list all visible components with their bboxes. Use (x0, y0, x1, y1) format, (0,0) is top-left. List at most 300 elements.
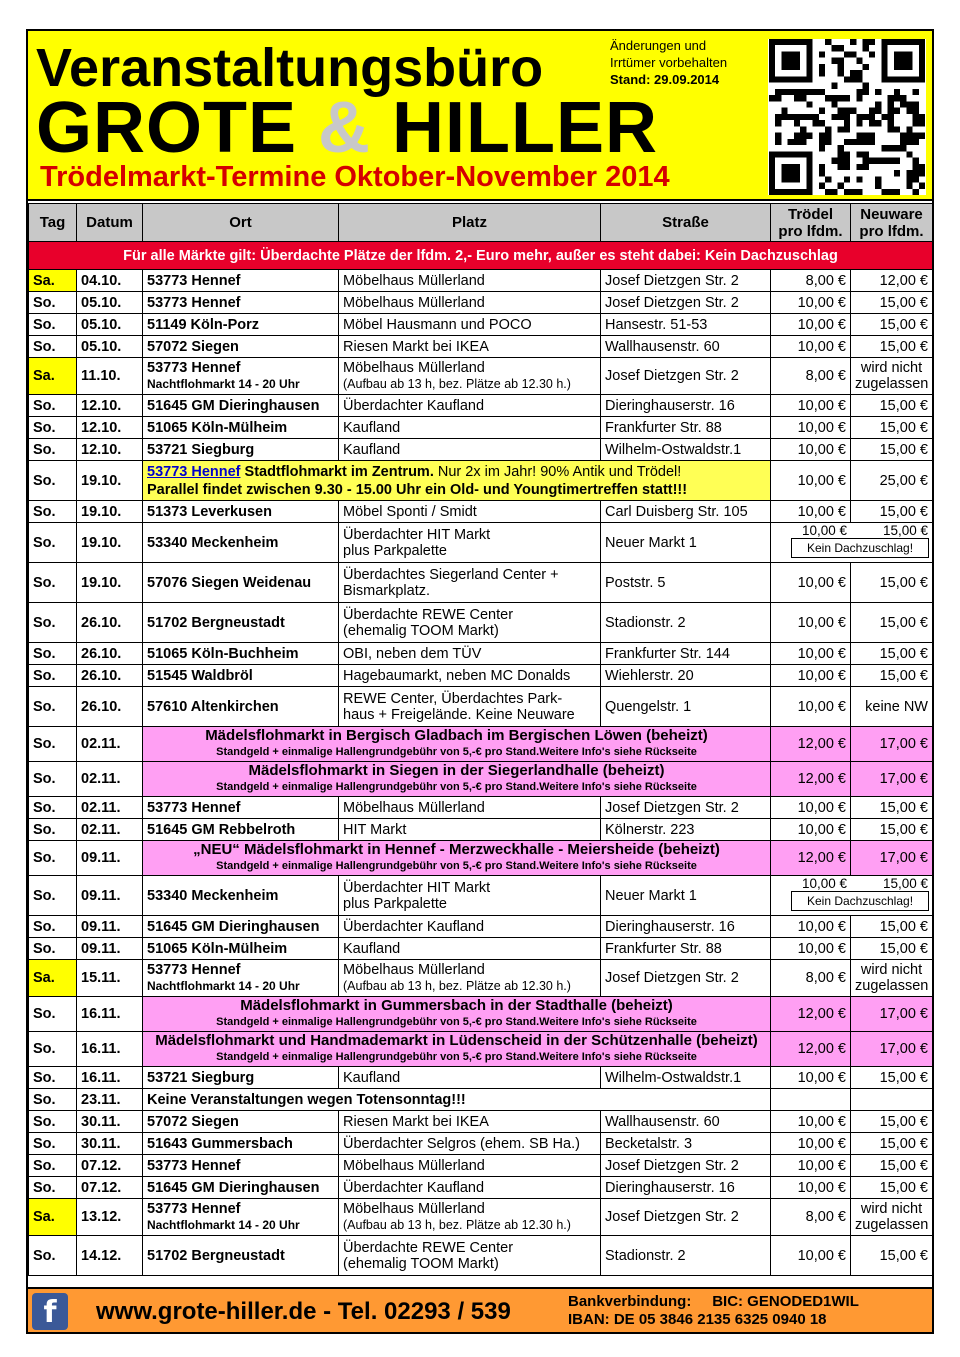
cell-datum: 02.11. (77, 819, 143, 841)
table-row (29, 1155, 933, 1177)
table-row (29, 819, 933, 841)
cell-tag: So. (29, 1089, 77, 1111)
cell-neuware: 15,00 € (851, 1111, 933, 1133)
table-row (29, 523, 933, 563)
cell-ort: 51373 Leverkusen (143, 501, 339, 523)
table-row (29, 461, 933, 501)
cell-platz (339, 603, 601, 643)
cell-neuware: 17,00 € (851, 1032, 933, 1067)
cell-troedel: 8,00 € (771, 270, 851, 292)
name-ampersand: & (318, 88, 372, 168)
cell-datum: 07.12. (77, 1177, 143, 1199)
cell-datum: 02.11. (77, 762, 143, 797)
header (28, 31, 932, 201)
cell-datum: 04.10. (77, 270, 143, 292)
cell-neuware: 15,00 € (851, 292, 933, 314)
cell-troedel (851, 1089, 933, 1111)
cell-platz: Überdachter Selgros (ehem. SB Ha.) (339, 1133, 601, 1155)
cell-troedel: 10,00 € (771, 1155, 851, 1177)
platz-line-2: plus Parkpalette (343, 542, 447, 559)
cell-tag: So. (29, 439, 77, 461)
cell-neuware: 15,00 € (851, 938, 933, 960)
qr-code-icon[interactable] (768, 39, 926, 195)
iban: IBAN: DE 05 3846 2135 6325 0940 18 (568, 1311, 827, 1328)
cell-platz (339, 358, 601, 395)
cell-datum: 12.10. (77, 417, 143, 439)
cell-platz: Möbelhaus Müllerland (339, 1155, 601, 1177)
cell-tag: So. (29, 292, 77, 314)
cell-tag: So. (29, 938, 77, 960)
cell-notice: Keine Veranstaltungen wegen Totensonntag!!! (143, 1089, 771, 1111)
event-sub: Standgeld + einmalige Hallengrundgebühr von 5,-€ pro Stand.Weitere Info's siehe Rückseite (216, 860, 697, 872)
platz-line-2: plus Parkpalette (343, 895, 447, 912)
cell-datum: 12.10. (77, 439, 143, 461)
ort-name: 53773 Hennef (147, 962, 241, 978)
hennef-link[interactable]: 53773 Hennef (147, 463, 241, 480)
cell-troedel: 10,00 € (771, 1111, 851, 1133)
cell-tag: So. (29, 1111, 77, 1133)
company-name (36, 87, 658, 169)
cell-ort: 51643 Gummersbach (143, 1133, 339, 1155)
company-line: Veranstaltungsbüro (36, 38, 544, 98)
cell-tag: So. (29, 665, 77, 687)
table-header (29, 204, 933, 242)
cell-strasse: Josef Dietzgen Str. 2 (601, 1199, 771, 1236)
cell-neuware: 15,00 € (851, 603, 933, 643)
ort-sub: Nachtflohmarkt 14 - 20 Uhr (147, 979, 300, 993)
cell-strasse: Frankfurter Str. 144 (601, 643, 771, 665)
table-row (29, 727, 933, 762)
cell-neuware: 25,00 € (851, 461, 933, 501)
name-hiller: HILLER (392, 88, 659, 168)
cell-tag: So. (29, 314, 77, 336)
event-sub: Standgeld + einmalige Hallengrundgebühr von 5,-€ pro Stand.Weitere Info's siehe Rückseite (216, 781, 697, 793)
cell-tag: So. (29, 762, 77, 797)
cell-tag: So. (29, 819, 77, 841)
cell-strasse: Frankfurter Str. 88 (601, 938, 771, 960)
cell-platz (339, 523, 601, 563)
cell-neuware (851, 1199, 933, 1236)
cell-neuware: 15,00 € (851, 1177, 933, 1199)
cell-troedel: 10,00 € (771, 1133, 851, 1155)
cell-datum: 26.10. (77, 665, 143, 687)
cell-tag: So. (29, 395, 77, 417)
cell-neuware: 15,00 € (851, 395, 933, 417)
cell-tag: So. (29, 841, 77, 876)
cell-neuware: 15,00 € (851, 1236, 933, 1276)
bank-label: Bankverbindung: (568, 1293, 692, 1310)
cell-troedel: 12,00 € (771, 841, 851, 876)
footer (28, 1287, 932, 1332)
cell-ort (143, 358, 339, 395)
no-roof-surcharge-badge: Kein Dachzuschlag! (791, 538, 929, 558)
cell-ort: 51645 GM Dieringhausen (143, 395, 339, 417)
cell-tag: So. (29, 916, 77, 938)
cell-neuware: 15,00 € (851, 1067, 933, 1089)
cell-tag: So. (29, 417, 77, 439)
cell-datum: 30.11. (77, 1133, 143, 1155)
cell-ort: 53721 Siegburg (143, 1067, 339, 1089)
col-troedel: Trödel pro lfdm. (771, 204, 851, 242)
website-phone[interactable]: www.grote-hiller.de - Tel. 02293 / 539 (96, 1298, 511, 1325)
table-row (29, 563, 933, 603)
cell-neuware (851, 358, 933, 395)
cell-strasse: Josef Dietzgen Str. 2 (601, 292, 771, 314)
cell-neuware: 15,00 € (851, 819, 933, 841)
cell-tag: Sa. (29, 270, 77, 292)
cell-platz (339, 1236, 601, 1276)
table-row (29, 270, 933, 292)
cell-strasse: Becketalstr. 3 (601, 1133, 771, 1155)
cell-troedel: 10,00 € (771, 797, 851, 819)
cell-tag: Sa. (29, 960, 77, 997)
market-table (28, 203, 933, 1276)
cell-troedel: 12,00 € (771, 727, 851, 762)
table-row (29, 292, 933, 314)
cell-neuware: 12,00 € (851, 270, 933, 292)
cell-troedel: 10,00 € (771, 395, 851, 417)
cell-event (143, 997, 771, 1032)
table-row (29, 643, 933, 665)
cell-neuware: 17,00 € (851, 762, 933, 797)
flyer-page (26, 29, 934, 1334)
price-pair (771, 876, 932, 892)
cell-tag: So. (29, 563, 77, 603)
cell-neuware: 15,00 € (851, 417, 933, 439)
table-row (29, 916, 933, 938)
cell-ort: 53340 Meckenheim (143, 876, 339, 916)
cell-ort: 57610 Altenkirchen (143, 687, 339, 727)
platz-line-2: Bismarkplatz. (343, 582, 431, 599)
event-sub: Standgeld + einmalige Hallengrundgebühr von 5,-€ pro Stand.Weitere Info's siehe Rückseite (216, 1051, 697, 1063)
cell-troedel: 10,00 € (771, 938, 851, 960)
table-row (29, 687, 933, 727)
cell-event (143, 727, 771, 762)
table-row (29, 395, 933, 417)
cell-platz: Kaufland (339, 417, 601, 439)
cell-troedel: 10,00 € (771, 461, 851, 501)
cell-platz: Riesen Markt bei IKEA (339, 336, 601, 358)
cell-neuware: 15,00 € (851, 665, 933, 687)
bic: BIC: GENODED1WIL (712, 1293, 859, 1310)
cell-platz: Kaufland (339, 439, 601, 461)
cell-datum: 09.11. (77, 938, 143, 960)
cell-neuware: 17,00 € (851, 727, 933, 762)
bank-info (568, 1293, 859, 1329)
cell-neuware: 15,00 € (851, 1155, 933, 1177)
cell-ort: 53773 Hennef (143, 270, 339, 292)
table-row (29, 1133, 933, 1155)
col-datum: Datum (77, 204, 143, 242)
cell-platz: Überdachter Kaufland (339, 395, 601, 417)
cell-ort (143, 1199, 339, 1236)
table-row (29, 762, 933, 797)
cell-strasse: Wilhelm-Ostwaldstr.1 (601, 439, 771, 461)
cell-strasse: Wilhelm-Ostwaldstr.1 (601, 1067, 771, 1089)
neuware-line-1: wird nicht (860, 1201, 923, 1217)
table-row (29, 841, 933, 876)
cell-ort: 51065 Köln-Mülheim (143, 938, 339, 960)
cell-platz: Kaufland (339, 1067, 601, 1089)
table-row (29, 797, 933, 819)
event-line-2: Parallel findet zwischen 9.30 - 15.00 Uhr ein Old- und Youngtimertreffen statt!!! (147, 481, 688, 498)
disclaimer-note (610, 37, 770, 88)
cell-troedel: 10,00 € (771, 1177, 851, 1199)
cell-ort (143, 960, 339, 997)
cell-datum: 19.10. (77, 501, 143, 523)
ort-sub: Nachtflohmarkt 14 - 20 Uhr (147, 377, 300, 391)
cell-neuware: 15,00 € (851, 336, 933, 358)
cell-strasse: Stadionstr. 2 (601, 1236, 771, 1276)
cell-datum: 05.10. (77, 336, 143, 358)
cell-ort: 51702 Bergneustadt (143, 603, 339, 643)
cell-strasse: Josef Dietzgen Str. 2 (601, 1155, 771, 1177)
cell-platz: Möbelhaus Müllerland (339, 797, 601, 819)
cell-strasse: Dieringhauserstr. 16 (601, 395, 771, 417)
cell-platz: Hagebaumarkt, neben MC Donalds (339, 665, 601, 687)
platz-line-1: Überdachtes Siegerland Center + (343, 566, 559, 583)
cell-tag: So. (29, 1177, 77, 1199)
event-title: „NEU“ Mädelsflohmarkt in Hennef - Merzweckhalle - Meiersheide (beheizt) (193, 841, 720, 858)
cell-platz: HIT Markt (339, 819, 601, 841)
cell-datum: 05.10. (77, 314, 143, 336)
note-line-1: Änderungen und (610, 38, 707, 53)
platz-line-2: (ehemalig TOOM Markt) (343, 622, 499, 639)
table-row (29, 336, 933, 358)
cell-tag: So. (29, 1032, 77, 1067)
cell-ort: 57076 Siegen Weidenau (143, 563, 339, 603)
cell-prices (771, 876, 933, 916)
cell-strasse: Poststr. 5 (601, 563, 771, 603)
cell-neuware (851, 960, 933, 997)
cell-datum: 09.11. (77, 876, 143, 916)
cell-platz (339, 687, 601, 727)
event-sub: Standgeld + einmalige Hallengrundgebühr von 5,-€ pro Stand.Weitere Info's siehe Rückseite (216, 1016, 697, 1028)
cell-datum: 23.11. (77, 1089, 143, 1111)
col-tag: Tag (29, 204, 77, 242)
cell-datum: 16.11. (77, 997, 143, 1032)
cell-tag: So. (29, 461, 77, 501)
cell-strasse: Stadionstr. 2 (601, 603, 771, 643)
cell-datum: 14.12. (77, 1236, 143, 1276)
cell-tag: So. (29, 727, 77, 762)
neuware-line-1: wird nicht (860, 360, 923, 376)
cell-strasse: Wiehlerstr. 20 (601, 665, 771, 687)
col-platz: Platz (339, 204, 601, 242)
cell-tag: So. (29, 997, 77, 1032)
cell-strasse: Josef Dietzgen Str. 2 (601, 358, 771, 395)
cell-troedel: 10,00 € (771, 439, 851, 461)
cell-strasse: Dieringhauserstr. 16 (601, 1177, 771, 1199)
cell-tag: So. (29, 336, 77, 358)
cell-strasse: Dieringhauserstr. 16 (601, 916, 771, 938)
cell-datum: 09.11. (77, 916, 143, 938)
cell-strasse: Wallhausenstr. 60 (601, 336, 771, 358)
cell-platz: Möbelhaus Müllerland (339, 292, 601, 314)
cell-troedel: 8,00 € (771, 960, 851, 997)
cell-strasse: Quengelstr. 1 (601, 687, 771, 727)
cell-strasse: Kölnerstr. 223 (601, 819, 771, 841)
cell-troedel: 10,00 € (771, 603, 851, 643)
table-row (29, 960, 933, 997)
event-sub: Standgeld + einmalige Hallengrundgebühr von 5,-€ pro Stand.Weitere Info's siehe Rückseite (216, 746, 697, 758)
cell-ort: 53773 Hennef (143, 292, 339, 314)
table-row (29, 314, 933, 336)
cell-datum: 02.11. (77, 727, 143, 762)
cell-datum: 16.11. (77, 1032, 143, 1067)
platz-sub: (Aufbau ab 13 h, bez. Plätze ab 12.30 h.) (343, 979, 571, 993)
cell-tag: Sa. (29, 1199, 77, 1236)
table-row (29, 997, 933, 1032)
cell-platz: OBI, neben dem TÜV (339, 643, 601, 665)
cell-tag: So. (29, 603, 77, 643)
note-line-2: Irrtümer vorbehalten (610, 55, 728, 70)
cell-strasse (771, 1089, 851, 1111)
cell-platz (339, 876, 601, 916)
cell-prices (771, 523, 933, 563)
no-roof-surcharge-badge: Kein Dachzuschlag! (791, 891, 929, 911)
platz-line-2: (ehemalig TOOM Markt) (343, 1255, 499, 1272)
page-title: Trödelmarkt-Termine Oktober-November 2014 (40, 161, 670, 193)
cell-platz: Überdachter Kaufland (339, 916, 601, 938)
table-row (29, 417, 933, 439)
cell-neuware: 15,00 € (851, 916, 933, 938)
table-row (29, 439, 933, 461)
cell-neuware: 15,00 € (851, 797, 933, 819)
cell-event (143, 841, 771, 876)
table-row (29, 603, 933, 643)
platz-name: Möbelhaus Müllerland (343, 360, 485, 376)
cell-strasse: Wallhausenstr. 60 (601, 1111, 771, 1133)
cell-troedel: 12,00 € (771, 997, 851, 1032)
cell-datum: 13.12. (77, 1199, 143, 1236)
cell-ort: 51149 Köln-Porz (143, 314, 339, 336)
platz-name: Möbelhaus Müllerland (343, 1201, 485, 1217)
platz-sub: (Aufbau ab 13 h, bez. Plätze ab 12.30 h.) (343, 377, 571, 391)
cell-tag: So. (29, 797, 77, 819)
cell-ort: 57072 Siegen (143, 1111, 339, 1133)
cell-ort: 51645 GM Dieringhausen (143, 1177, 339, 1199)
cell-ort: 57072 Siegen (143, 336, 339, 358)
ort-name: 53773 Hennef (147, 360, 241, 376)
cell-troedel: 10,00 € (771, 1236, 851, 1276)
cell-troedel: 10,00 € (771, 314, 851, 336)
cell-datum: 07.12. (77, 1155, 143, 1177)
cell-datum: 15.11. (77, 960, 143, 997)
facebook-icon[interactable]: f (32, 1293, 68, 1330)
table-row (29, 1236, 933, 1276)
cell-strasse: Hansestr. 51-53 (601, 314, 771, 336)
cell-strasse: Carl Duisberg Str. 105 (601, 501, 771, 523)
cell-tag: So. (29, 523, 77, 563)
troedel-price: 10,00 € (801, 523, 847, 538)
platz-line-1: Überdachte REWE Center (343, 606, 514, 623)
table-row (29, 1089, 933, 1111)
cell-ort: 51065 Köln-Buchheim (143, 643, 339, 665)
cell-troedel: 8,00 € (771, 1199, 851, 1236)
event-bold: Stadtflohmarkt im Zentrum. (240, 463, 434, 480)
cell-troedel: 10,00 € (771, 1067, 851, 1089)
cell-strasse: Neuer Markt 1 (601, 876, 771, 916)
cell-troedel: 10,00 € (771, 665, 851, 687)
cell-ort: 53773 Hennef (143, 797, 339, 819)
name-grote: GROTE (36, 88, 298, 168)
cell-neuware: 15,00 € (851, 563, 933, 603)
banner-row (29, 242, 933, 270)
cell-troedel: 10,00 € (771, 916, 851, 938)
cell-strasse: Josef Dietzgen Str. 2 (601, 797, 771, 819)
platz-sub: (Aufbau ab 13 h, bez. Plätze ab 12.30 h.) (343, 1218, 571, 1232)
neuware-line-2: zugelassen (855, 1217, 929, 1233)
event-title: Mädelsflohmarkt und Handmademarkt in Lüdenscheid in der Schützenhalle (beheizt) (155, 1032, 758, 1049)
cell-ort: 51545 Waldbröl (143, 665, 339, 687)
cell-platz (339, 960, 601, 997)
col-ort: Ort (143, 204, 339, 242)
cell-platz: Kaufland (339, 938, 601, 960)
cell-neuware: 17,00 € (851, 997, 933, 1032)
table-row (29, 1032, 933, 1067)
cell-troedel: 10,00 € (771, 563, 851, 603)
table-row (29, 1067, 933, 1089)
platz-line-1: Überdachter HIT Markt (343, 879, 491, 896)
cell-ort: 51065 Köln-Mülheim (143, 417, 339, 439)
cell-ort: 51645 GM Dieringhausen (143, 916, 339, 938)
platz-line-1: Überdachte REWE Center (343, 1239, 514, 1256)
cell-strasse: Josef Dietzgen Str. 2 (601, 270, 771, 292)
table-row (29, 1111, 933, 1133)
table-row (29, 1177, 933, 1199)
bank-line-1 (568, 1293, 859, 1311)
cell-ort: 51702 Bergneustadt (143, 1236, 339, 1276)
table-row (29, 665, 933, 687)
price-pair (771, 523, 932, 539)
neuware-price: 15,00 € (882, 523, 928, 538)
platz-name: Möbelhaus Müllerland (343, 962, 485, 978)
cell-tag: So. (29, 1133, 77, 1155)
platz-line-1: REWE Center, Überdachtes Park- (343, 690, 563, 707)
event-title: Mädelsflohmarkt in Bergisch Gladbach im Bergischen Löwen (beheizt) (205, 727, 708, 744)
cell-ort: 53773 Hennef (143, 1155, 339, 1177)
ort-sub: Nachtflohmarkt 14 - 20 Uhr (147, 1218, 300, 1232)
cell-tag: So. (29, 643, 77, 665)
table-row (29, 938, 933, 960)
cell-datum: 30.11. (77, 1111, 143, 1133)
cell-platz: Riesen Markt bei IKEA (339, 1111, 601, 1133)
cell-troedel: 10,00 € (771, 819, 851, 841)
platz-line-1: Überdachter HIT Markt (343, 526, 491, 543)
cell-neuware: 15,00 € (851, 643, 933, 665)
cell-ort: 53721 Siegburg (143, 439, 339, 461)
cell-event (143, 762, 771, 797)
neuware-price: 15,00 € (882, 876, 928, 891)
cell-neuware: 17,00 € (851, 841, 933, 876)
cell-neuware: 15,00 € (851, 314, 933, 336)
table-row (29, 1199, 933, 1236)
cell-neuware: keine NW (851, 687, 933, 727)
table-row (29, 501, 933, 523)
cell-troedel: 10,00 € (771, 336, 851, 358)
cell-strasse: Josef Dietzgen Str. 2 (601, 960, 771, 997)
cell-tag: So. (29, 876, 77, 916)
event-title: Mädelsflohmarkt in Gummersbach in der Stadthalle (beheizt) (240, 997, 673, 1014)
cell-troedel: 12,00 € (771, 1032, 851, 1067)
cell-datum: 26.10. (77, 603, 143, 643)
cell-troedel: 10,00 € (771, 501, 851, 523)
cell-troedel: 10,00 € (771, 417, 851, 439)
cell-tag: So. (29, 687, 77, 727)
cell-datum: 02.11. (77, 797, 143, 819)
cell-tag: So. (29, 501, 77, 523)
